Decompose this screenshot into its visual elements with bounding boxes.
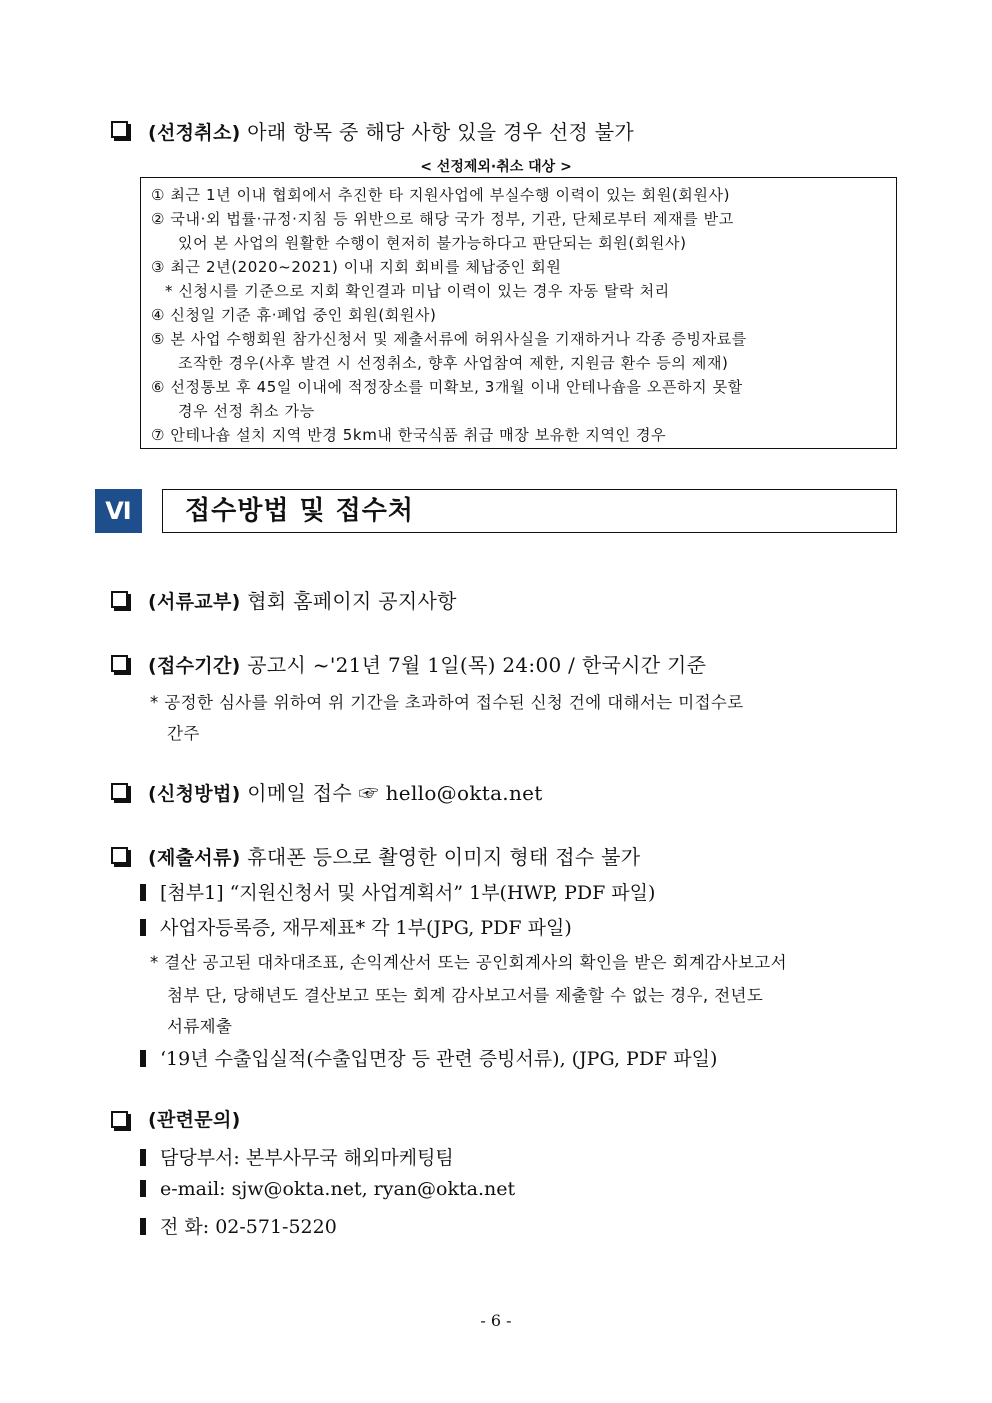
period-note-continued: 간주	[167, 724, 200, 743]
bullet-bar-icon	[140, 1180, 146, 1197]
submit-heading	[148, 841, 640, 870]
period-label: (접수기간)	[148, 655, 241, 677]
submit-label: (제출서류)	[148, 847, 241, 869]
exclusion-note: * 신청시를 기준으로 지회 확인결과 미납 이력이 있는 경우 자동 탈락 처리	[165, 282, 670, 300]
section-number-badge: Ⅵ	[95, 489, 142, 533]
page-number: - 6 -	[480, 1311, 512, 1330]
checkbox-square-icon	[111, 591, 128, 608]
period-note: * 공정한 심사를 위하여 위 기간을 초과하여 접수된 신청 건에 대해서는 미접수로	[150, 693, 744, 712]
section-title: 접수방법 및 접수처	[162, 489, 897, 533]
submit-item-text: [첨부1] “지원신청서 및 사업계획서” 1부(HWP, PDF 파일)	[160, 882, 656, 904]
contact-email: e-mail: sjw@okta.net, ryan@okta.net	[160, 1178, 516, 1200]
submit-note-continued: 첨부 단, 당해년도 결산보고 또는 회계 감사보고서를 제출할 수 없는 경우, 전년도	[167, 986, 764, 1005]
submit-item	[140, 913, 572, 940]
bullet-bar-icon	[140, 919, 146, 936]
exclusion-item: ④ 신청일 기준 휴·폐업 중인 회원(회원사)	[151, 306, 437, 324]
selection-cancel-heading	[148, 116, 634, 145]
docs-heading	[148, 585, 457, 614]
checkbox-square-icon	[111, 1111, 128, 1128]
contact-item	[140, 1143, 454, 1170]
contact-phone: 전 화: 02-571-5220	[160, 1216, 337, 1238]
period-text: 공고시 ~'21년 7월 1일(목) 24:00 / 한국시간 기준	[240, 653, 707, 677]
checkbox-square-icon	[111, 783, 128, 800]
docs-text: 협회 홈페이지 공지사항	[240, 589, 457, 613]
exclusion-item: ⑦ 안테나숍 설치 지역 반경 5km내 한국식품 취급 매장 보유한 지역인 경우	[151, 426, 667, 444]
exclusion-item-continued: 조작한 경우(사후 발견 시 선정취소, 향후 사업참여 제한, 지원금 환수 등의 제재)	[178, 354, 729, 372]
method-heading	[148, 777, 543, 806]
submit-item-text: ‘19년 수출입실적(수출입면장 등 관련 증빙서류), (JPG, PDF 파일)	[160, 1048, 718, 1070]
exclusion-item-continued: 있어 본 사업의 원활한 수행이 현저히 불가능하다고 판단되는 회원(회원사)	[178, 234, 687, 252]
bullet-bar-icon	[140, 1149, 146, 1166]
method-label: (신청방법)	[148, 783, 241, 805]
submit-note-continued: 서류제출	[167, 1017, 233, 1036]
contact-heading	[148, 1105, 241, 1132]
method-text: 이메일 접수 ☞ hello@okta.net	[240, 781, 543, 805]
selection-cancel-label: (선정취소)	[148, 122, 241, 144]
bullet-bar-icon	[140, 884, 146, 901]
exclusion-item: ⑤ 본 사업 수행회원 참가신청서 및 제출서류에 허위사실을 기재하거나 각종 증빙자료를	[151, 330, 747, 348]
exclusion-item: ⑥ 선정통보 후 45일 이내에 적정장소를 미확보, 3개월 이내 안테나숍을 오픈하지 못할	[151, 378, 743, 396]
exclusion-item: ③ 최근 2년(2020~2021) 이내 지회 회비를 체납중인 회원	[151, 258, 562, 276]
checkbox-square-icon	[111, 655, 128, 672]
bullet-bar-icon	[140, 1050, 146, 1067]
submit-note: * 결산 공고된 대차대조표, 손익계산서 또는 공인회계사의 확인을 받은 회계감사보고서	[150, 953, 787, 972]
exclusion-box-title: < 선정제외·취소 대상 >	[420, 159, 572, 175]
contact-dept: 담당부서: 본부사무국 해외마케팅팀	[160, 1147, 454, 1169]
contact-item	[140, 1212, 337, 1239]
exclusion-list-box	[140, 177, 897, 449]
exclusion-item: ① 최근 1년 이내 협회에서 추진한 타 지원사업에 부실수행 이력이 있는 회원(회원사)	[151, 186, 731, 204]
contact-label: (관련문의)	[148, 1109, 241, 1131]
contact-item	[140, 1178, 515, 1200]
selection-cancel-text: 아래 항목 중 해당 사항 있을 경우 선정 불가	[240, 120, 635, 144]
bullet-bar-icon	[140, 1218, 146, 1235]
period-heading	[148, 649, 706, 678]
docs-label: (서류교부)	[148, 591, 241, 613]
exclusion-item: ② 국내·외 법률·규정·지침 등 위반으로 해당 국가 정부, 기관, 단체로부터 제재를 받고	[151, 210, 734, 228]
checkbox-square-icon	[111, 847, 128, 864]
submit-item	[140, 878, 655, 905]
submit-text: 휴대폰 등으로 촬영한 이미지 형태 접수 불가	[240, 845, 641, 869]
submit-item	[140, 1044, 717, 1071]
submit-item-text: 사업자등록증, 재무제표* 각 1부(JPG, PDF 파일)	[160, 917, 572, 939]
checkbox-square-icon	[111, 121, 128, 138]
exclusion-item-continued: 경우 선정 취소 가능	[178, 402, 315, 420]
